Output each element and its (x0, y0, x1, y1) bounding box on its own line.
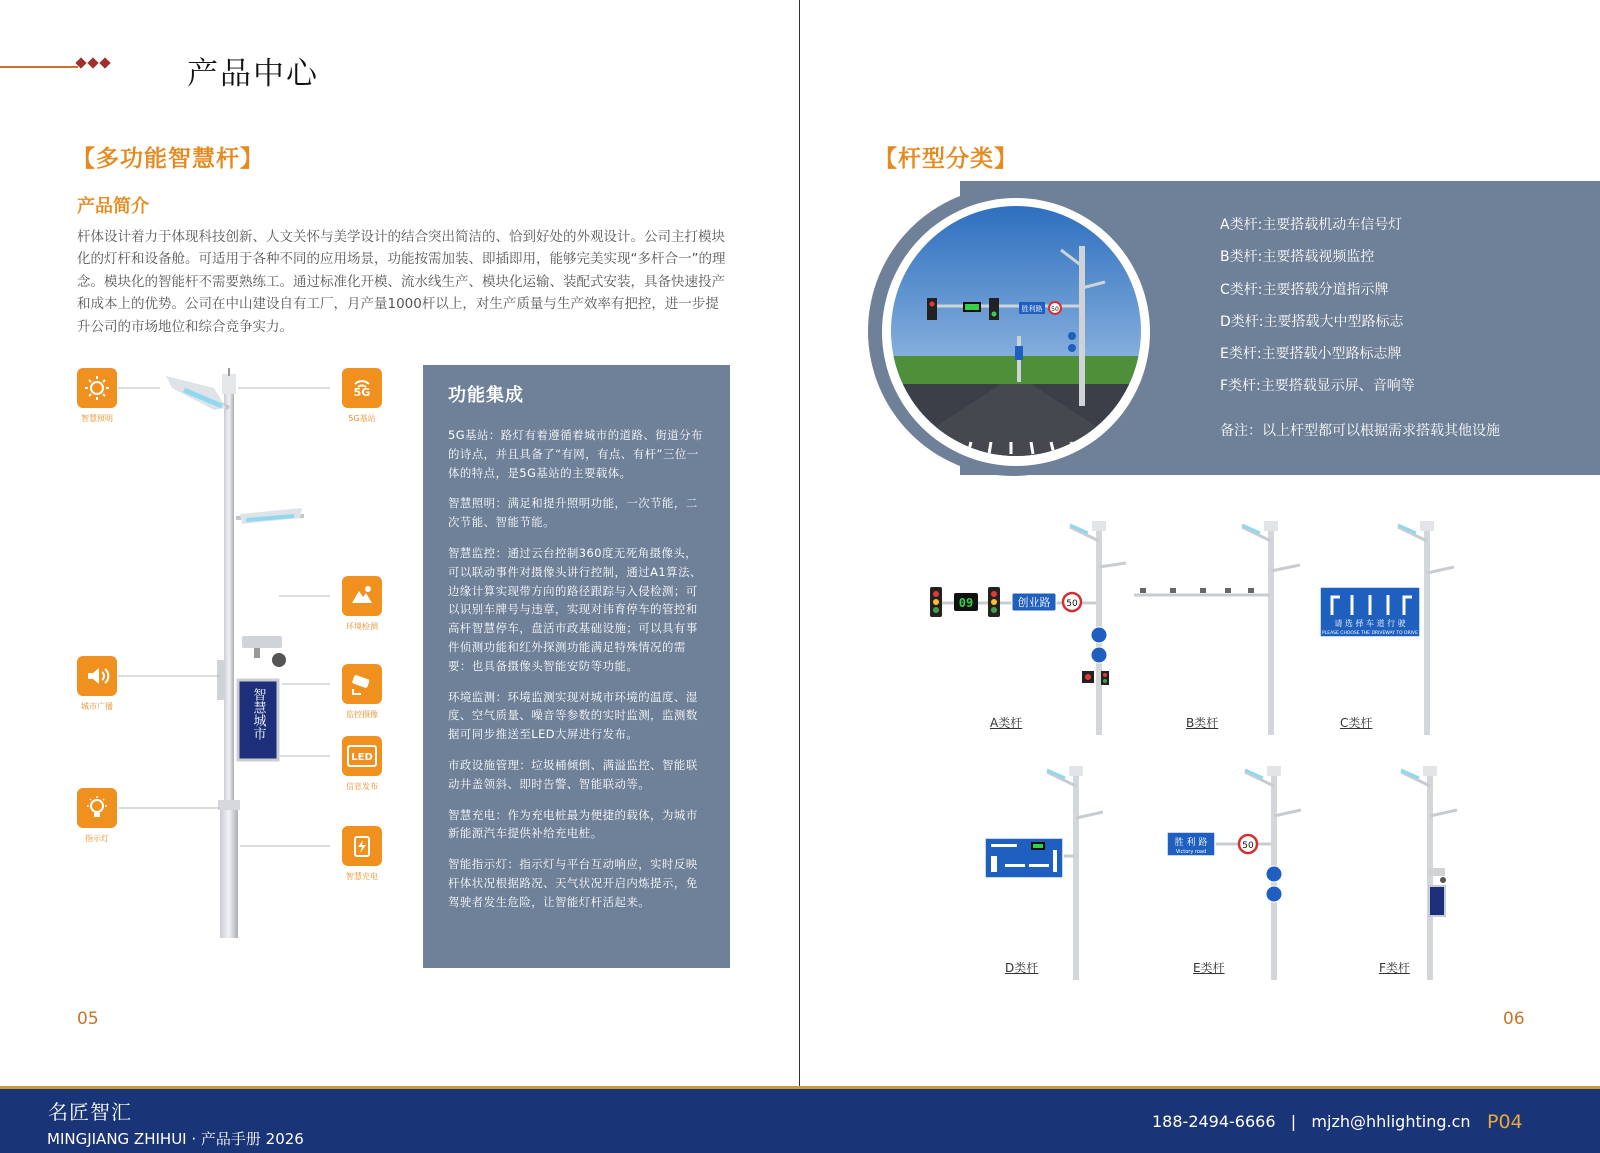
feature-lighting: 智慧照明：满足和提升照明功能，一次节能，二次节能、智能节能。 (448, 496, 698, 530)
led-icon (342, 736, 382, 776)
pole-card-e (1165, 760, 1315, 980)
pole-label-b: B类杆 (1186, 716, 1219, 730)
e-speed-sign: 50 (1242, 841, 1254, 851)
footer-contact: 188-2494-6666 | mjzh@hhlighting.cn (1152, 1112, 1471, 1131)
pole-card-c (1310, 515, 1470, 735)
icon-label-charging: 智慧充电 (346, 872, 378, 881)
intro-title: 产品简介 (77, 196, 149, 217)
sun-icon (77, 368, 117, 408)
pole-card-a (930, 515, 1145, 735)
feature-charging: 智慧充电：作为充电桩最为便捷的载体，为城市新能源汽车提供补给充电桩。 (448, 807, 698, 841)
charging-icon (342, 826, 382, 866)
classification-note: 备注：以上杆型都可以根据需求搭载其他设施 (1220, 423, 1500, 439)
class-c: C类杆:主要搭载分道指示牌 (1220, 281, 1389, 298)
a-signal-digits: 09 (958, 596, 974, 610)
page-number-left: 05 (77, 1009, 99, 1029)
class-a: A类杆:主要搭载机动车信号灯 (1220, 217, 1403, 233)
street-photo (891, 206, 1141, 456)
class-e: E类杆:主要搭载小型路标志牌 (1220, 346, 1402, 363)
class-d: D类杆:主要搭载大中型路标志 (1220, 313, 1404, 330)
left-section-title: 【多功能智慧杆】 (72, 146, 264, 172)
page-number-right: 06 (1503, 1009, 1525, 1029)
feature-5g: 5G基站：路灯有着遵循着城市的道路、街道分布的诗点，并且具备了“有网，有点、有杆”三位一体的特点，是5G基站的主要载体。 (448, 428, 703, 480)
c-lane-sign: 请 选 择 车 道 行 驶 (1334, 619, 1406, 628)
svg-text:5G: 5G (353, 386, 371, 399)
features-title: 功能集成 (448, 385, 524, 406)
footer-page-code: P04 (1487, 1111, 1523, 1133)
header-rule (0, 66, 78, 68)
feature-indicator: 智能指示灯：指示灯与平台互动响应，实时反映杆体状况根据路况、天气状况开启内炼提示，免驾驶者发生危险，让智能灯杆活起来。 (448, 857, 698, 909)
feature-municipal: 市政设施管理：垃圾桶倾倒、满溢监控、智能联动井盖领斜、即时告警、智能联动等。 (448, 757, 698, 791)
c-lane-sign-en: PLEASE CHOOSE THE DRIVEWAY TO DRIVE (1322, 631, 1418, 636)
camera-icon (342, 664, 382, 704)
page-title: 产品中心 (187, 56, 319, 92)
5g-icon (342, 368, 382, 408)
spread-divider (799, 0, 800, 1088)
pole-card-b (1130, 515, 1310, 735)
a-road-sign: 创业路 (1017, 596, 1051, 609)
icon-label-led: 信息发布 (346, 782, 378, 791)
a-speed-sign: 50 (1066, 599, 1078, 609)
class-f: F类杆:主要搭载显示屏、音响等 (1220, 378, 1415, 395)
smart-pole-illustration (74, 368, 404, 958)
pole-label-a: A类杆 (990, 716, 1023, 730)
pole-card-d (975, 760, 1125, 980)
pole-label-d: D类杆 (1005, 961, 1039, 975)
icon-label-environment: 环境检测 (346, 622, 378, 631)
icon-label-camera: 监控摄像 (346, 710, 378, 719)
pole-label-c: C类杆 (1340, 716, 1373, 730)
e-road-sign-en: Victory road (1175, 849, 1207, 855)
features-panel (423, 365, 730, 968)
environment-icon (342, 576, 382, 616)
icon-label-broadcast: 城市广播 (81, 702, 113, 711)
icon-label-lighting: 智慧照明 (81, 414, 113, 423)
right-section-title: 【杆型分类】 (874, 146, 1018, 172)
pole-screen-text: 智慧城市 (250, 688, 266, 740)
pole-label-e: E类杆 (1193, 961, 1225, 975)
classification-list (1220, 214, 1415, 408)
photo-speed-sign: 50 (1051, 306, 1059, 313)
smart-pole-drawing (74, 368, 404, 958)
photo-road-sign: 胜利路 (1021, 305, 1043, 313)
class-b: B类杆:主要搭载视频监控 (1220, 249, 1375, 266)
header-diamonds (76, 59, 110, 67)
speaker-icon (77, 656, 117, 696)
pole-card-f (1365, 760, 1475, 980)
icon-label-indicator: 指示灯 (85, 834, 109, 843)
pole-label-f: F类杆 (1379, 961, 1410, 975)
feature-environment: 环境监测：环境监测实现对城市环境的温度、湿度、空气质量、噪音等参数的实时监测，监测数据可同步推送至LED大屏进行发布。 (448, 689, 698, 742)
footer-subtitle: MINGJIANG ZHIHUI · 产品手册 2026 (47, 1130, 304, 1148)
bulb-icon (77, 788, 117, 828)
feature-monitoring: 智慧监控：通过云台控制360度无死角摄像头，可以联动事件对摄像头讲行控制，通过A1算法、边缘计算实现带方向的路径跟踪与入侵检测；可以识别车牌号与违章，实现对讳育停车的管控和高杆智慧停车，盘活市政基础设施；可以具有事件侦测功能和红外探测功能满足特殊情况的需要：也具备摄像头智能安防等功能。 (448, 545, 702, 673)
footer-brand: 名匠智汇 (48, 1100, 132, 1124)
e-road-sign: 胜 利 路 (1174, 838, 1208, 848)
icon-label-5g: 5G基站 (348, 414, 376, 423)
svg-text:LED: LED (351, 752, 373, 763)
intro-text: 杆体设计着力于体现科技创新、人文关怀与美学设计的结合突出简洁的、恰到好处的外观设计。公司主打模块化的灯杆和设备舱。可适用于各种不同的应用场景，功能按需加装、即插即用，能够完美实现“多杆合一”的理念。模块化的智能杆不需要熟练工。通过标准化开模、流水线生产、模块化运输、装配式安装，具备快速投产和成本上的优势。公司在中山建设自有工厂，月产量1000杆以上，对生产质量与生产效率有把控，进一步提升公司的市场地位和综合竞争实力。 (77, 229, 726, 335)
